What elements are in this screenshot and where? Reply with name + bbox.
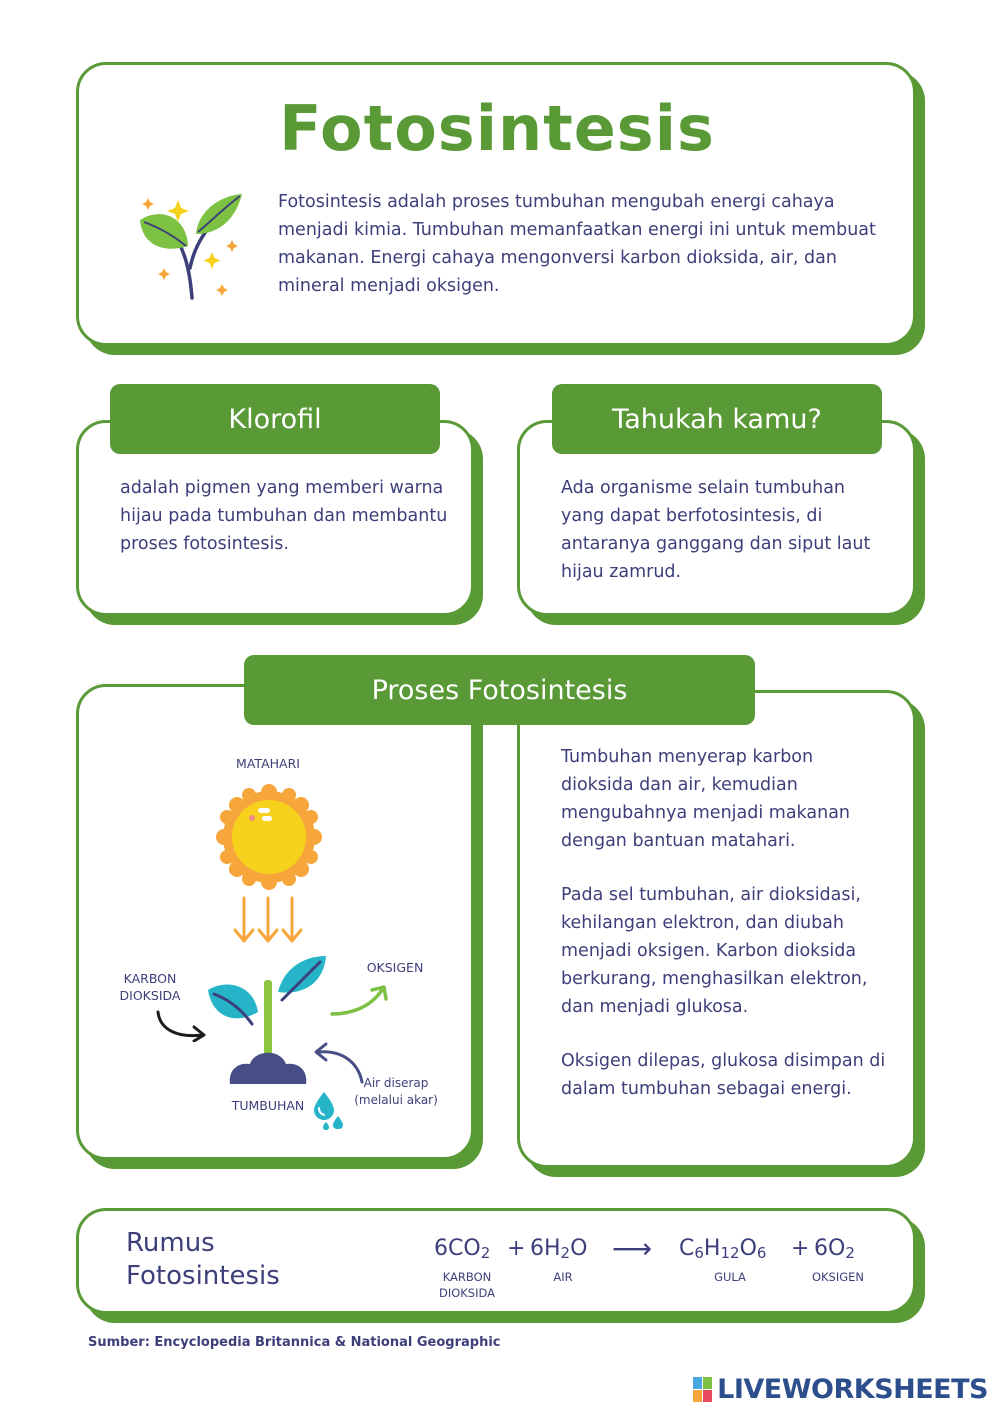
brand-blocks-icon	[693, 1377, 713, 1403]
proses-paragraph-3: Oksigen dilepas, glukosa disimpan di dalam tumbuhan sebagai energi.	[561, 1051, 886, 1099]
formula-label-oxygen: OKSIGEN	[811, 1270, 865, 1284]
proses-paragraph-1: Tumbuhan menyerap karbon dioksida dan air, kemudian mengubahnya menjadi makanan dengan bantuan matahari.	[561, 747, 851, 851]
plant-label: TUMBUHAN	[231, 1098, 305, 1113]
water-label-line2: (melalui akar)	[354, 1093, 438, 1107]
co2-label-line2: DIOKSIDA	[119, 988, 181, 1003]
formula-title-line1: Rumus	[126, 1228, 215, 1258]
formula-arrow: ⟶	[612, 1232, 653, 1265]
tahukah-title: Tahukah kamu?	[552, 384, 882, 454]
brand-logo[interactable]	[693, 1374, 988, 1405]
formula-label-sugar: GULA	[714, 1270, 746, 1284]
water-drop-icon	[312, 1090, 344, 1130]
klorofil-title: Klorofil	[110, 384, 440, 454]
sun-icon	[214, 782, 324, 892]
klorofil-text: adalah pigmen yang memberi warna hijau pada tumbuhan dan membantu proses fotosintesis.	[120, 478, 448, 554]
water-label-line1: Air diserap	[363, 1076, 429, 1090]
brand-text: LIVEWORKSHEETS	[717, 1374, 988, 1405]
intro-text: Fotosintesis adalah proses tumbuhan mengubah energi cahaya menjadi kimia. Tumbuhan memanfaatkan energi ini untuk membuat makanan. Energi cahaya mengonversi karbon dioksida, air, dan mineral menjadi oksigen.	[278, 192, 876, 296]
formula-title-line2: Fotosintesis	[126, 1261, 280, 1291]
formula-glucose: $C_6H_{12}O_6$	[679, 1236, 767, 1262]
o2-arrow-icon	[328, 982, 392, 1018]
tahukah-text: Ada organisme selain tumbuhan yang dapat berfotosintesis, di antaranya ganggang dan siput laut hijau zamrud.	[561, 478, 871, 582]
formula-h2o: $6H_2O$	[530, 1236, 588, 1262]
proses-paragraph-2: Pada sel tumbuhan, air dioksidasi, kehilangan elektron, dan diubah menjadi oksigen. Karbon dioksida berkurang, menghasilkan elektron, dan menjadi glukosa.	[561, 885, 868, 1017]
sun-label: MATAHARI	[236, 756, 300, 771]
co2-label-line1: KARBON	[123, 971, 177, 986]
sunlight-arrows-icon	[230, 896, 306, 946]
o2-label: OKSIGEN	[366, 960, 424, 975]
proses-title: Proses Fotosintesis	[244, 655, 755, 725]
formula-plus-1: +	[507, 1236, 526, 1261]
formula-label-water: AIR	[553, 1270, 573, 1284]
formula-o2: $6O_2$	[814, 1236, 855, 1262]
sprout-sparkle-icon	[132, 188, 252, 303]
formula-co2: $6CO_2$	[434, 1236, 491, 1262]
formula-plus-2: +	[791, 1236, 810, 1261]
page-title: Fotosintesis	[279, 92, 715, 165]
formula-title	[126, 1227, 280, 1293]
source-citation: Sumber: Encyclopedia Britannica & National Geographic	[88, 1335, 501, 1350]
co2-arrow-icon	[154, 1008, 210, 1042]
formula-label-co2: KARBON DIOKSIDA	[438, 1270, 496, 1300]
